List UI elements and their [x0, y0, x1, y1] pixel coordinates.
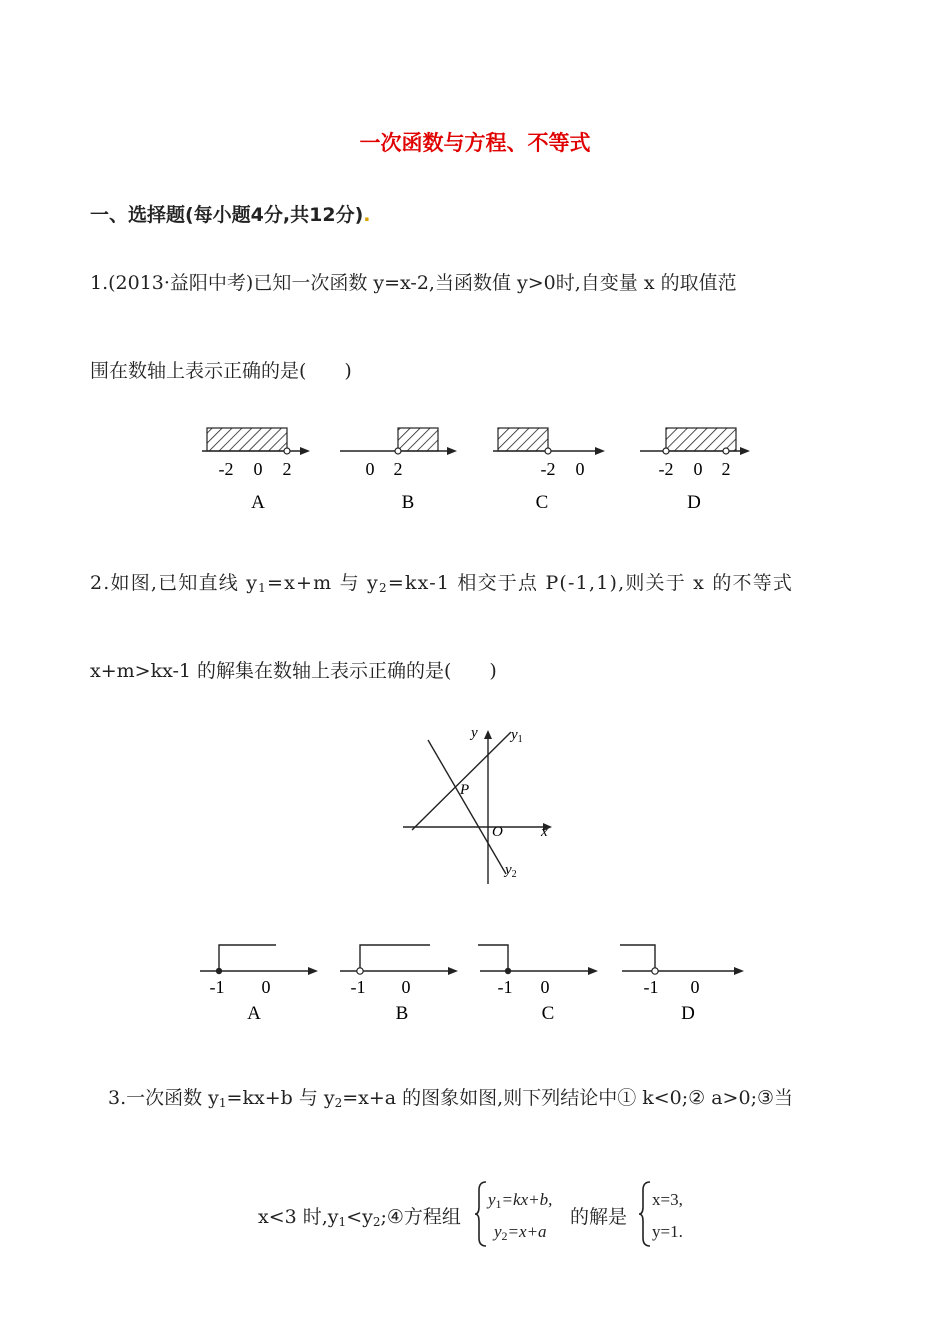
q2-d-label: D [681, 1003, 695, 1024]
q3-line-1 [108, 1083, 793, 1110]
q2-option-b[interactable] [340, 945, 458, 1024]
q2-sub-2: 2 [379, 581, 388, 595]
q3-text-b: =kx+b 与 y [226, 1087, 335, 1109]
q1-b-shaded-region [398, 428, 438, 451]
q2-d-tick-neg1: -1 [643, 977, 659, 997]
q1-number-lines-figure [190, 420, 770, 520]
q2-b-arrow [448, 967, 458, 975]
q3-line-2 [258, 1202, 461, 1229]
q2-a-closed-dot [216, 968, 222, 974]
q2-c-tick-neg1: -1 [497, 977, 513, 997]
q1-option-c[interactable] [493, 428, 605, 513]
system-left-brace [474, 1180, 488, 1248]
q3-text-d: x<3 时,y [258, 1206, 339, 1228]
line-y1 [412, 732, 511, 830]
q2-line-2: x+m>kx-1 的解集在数轴上表示正确的是( ) [90, 660, 497, 682]
origin-label: O [492, 824, 503, 840]
q1-d-open-dot-right [723, 448, 729, 454]
q1-a-tick-0: 0 [253, 459, 263, 479]
q1-d-tick-0: 0 [693, 459, 703, 479]
q1-c-arrow [595, 447, 605, 455]
q2-b-label: B [395, 1003, 409, 1024]
q1-d-tick-neg2: -2 [658, 459, 674, 479]
q1-a-tick-2: 2 [282, 459, 292, 479]
q1-d-arrow [740, 447, 750, 455]
system-row-1 [488, 1190, 552, 1212]
q2-sub-1: 1 [258, 581, 267, 595]
q2-number-lines-figure [190, 935, 770, 1030]
system-row-1-rest: =kx+b, [501, 1190, 553, 1209]
q2-b-bracket [360, 945, 430, 971]
system-row-1-sub: 1 [495, 1197, 502, 1211]
q2-d-bracket [620, 945, 655, 971]
y2-label: $y_2$ [505, 862, 517, 880]
q3-sub-1: 1 [218, 1096, 227, 1110]
q2-b-open-dot [357, 968, 363, 974]
q2-coordinate-graph [398, 722, 568, 892]
q2-c-bracket [478, 945, 508, 971]
q2-b-tick-neg1: -1 [350, 977, 366, 997]
point-p-label: P [460, 782, 470, 798]
q2-option-a[interactable] [200, 945, 318, 1024]
q1-d-open-dot-left [663, 448, 669, 454]
q2-a-bracket [219, 945, 276, 971]
q3-text-f: ;④方程组 [380, 1206, 461, 1228]
q1-b-label: B [401, 492, 415, 513]
section-heading-dot: . [363, 204, 371, 226]
section-heading-text: 一、选择题(每小题4分,共12分) [90, 204, 364, 226]
x-axis-label: x [541, 824, 548, 840]
q2-text-c: =kx-1 相交于点 P(-1,1),则关于 x 的不等式 [387, 572, 794, 594]
q1-b-tick-2: 2 [393, 459, 403, 479]
section-heading [90, 200, 370, 227]
solution-row-2: y=1. [652, 1222, 683, 1241]
q2-b-tick-0: 0 [401, 977, 411, 997]
q1-line-2: 围在数轴上表示正确的是( ) [90, 360, 352, 382]
q3-text-h: 是 [608, 1206, 628, 1228]
line-y2 [428, 740, 506, 874]
q3-sub-3: 1 [338, 1215, 347, 1229]
q1-a-shaded-region [207, 428, 287, 451]
q3-text-e: <y [346, 1206, 373, 1228]
q2-c-closed-dot [505, 968, 511, 974]
q2-text-a: 2.如图,已知直线 y [90, 572, 259, 594]
q2-d-arrow [734, 967, 744, 975]
y-axis-arrow [484, 730, 492, 739]
y1-label: $y_1$ [511, 727, 523, 745]
q3-sub-4: 2 [372, 1215, 381, 1229]
q1-a-tick-neg2: -2 [218, 459, 234, 479]
q2-d-open-dot [652, 968, 658, 974]
q2-text-b: =x+m 与 y [267, 572, 379, 594]
q2-a-tick-0: 0 [261, 977, 271, 997]
system-row-2-rest: =x+a [507, 1222, 547, 1241]
q1-d-label: D [687, 492, 701, 513]
q3-sub-2: 2 [334, 1096, 343, 1110]
q1-a-open-dot [284, 448, 290, 454]
q1-c-open-dot [545, 448, 551, 454]
q1-a-arrow [300, 447, 310, 455]
q1-line-1: 1.(2013·益阳中考)已知一次函数 y=x-2,当函数值 y>0时,自变量 x 的取值范 [90, 272, 737, 294]
q1-b-open-dot [395, 448, 401, 454]
q2-option-c[interactable] [478, 945, 598, 1024]
q1-option-d[interactable] [640, 428, 750, 513]
q1-c-shaded-region [498, 428, 548, 451]
q1-c-label: C [535, 492, 549, 513]
q2-c-arrow [588, 967, 598, 975]
q2-c-tick-0: 0 [540, 977, 550, 997]
q1-c-tick-neg2: -2 [540, 459, 556, 479]
q1-d-tick-2: 2 [721, 459, 731, 479]
system-row-2-y: y [494, 1222, 502, 1241]
system-row-1-y: y [488, 1190, 496, 1209]
q1-a-label: A [251, 492, 265, 513]
q1-option-b[interactable] [340, 428, 457, 513]
solution-row-1: x=3, [652, 1190, 683, 1209]
page-title: 一次函数与方程、不等式 [359, 131, 591, 155]
q3-text-a: 3.一次函数 y [108, 1087, 219, 1109]
q1-option-a[interactable] [202, 428, 310, 513]
q1-b-arrow [447, 447, 457, 455]
q3-line-2-tail [570, 1202, 627, 1229]
system-row-2-sub: 2 [501, 1229, 508, 1243]
q1-c-tick-0: 0 [575, 459, 585, 479]
q2-c-label: C [541, 1003, 555, 1024]
q2-line-1 [90, 568, 793, 595]
y-axis-label: y [471, 725, 478, 741]
q2-a-label: A [247, 1003, 261, 1024]
q2-a-arrow [308, 967, 318, 975]
system-row-2 [494, 1222, 547, 1244]
q2-a-tick-neg1: -1 [209, 977, 225, 997]
q3-text-c: =x+a 的图象如图,则下列结论中① k<0;② a>0;③当 [342, 1087, 794, 1109]
solution-left-brace [638, 1180, 652, 1248]
q3-text-g: 的解 [570, 1206, 609, 1228]
q2-option-d[interactable] [620, 945, 744, 1024]
q2-d-tick-0: 0 [690, 977, 700, 997]
q1-b-tick-0: 0 [365, 459, 375, 479]
